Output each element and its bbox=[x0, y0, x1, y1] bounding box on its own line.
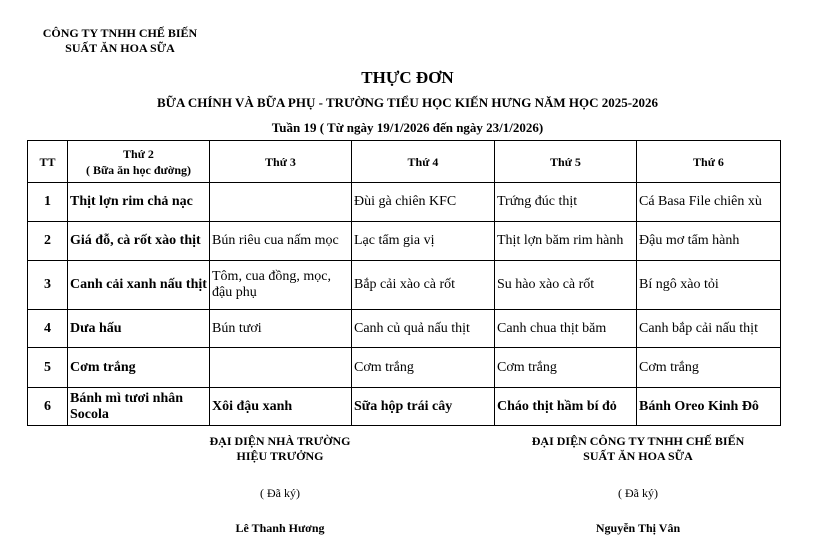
cell-monday: Canh cải xanh nấu thịt bbox=[68, 261, 210, 310]
header-monday-label: Thứ 2 bbox=[123, 146, 154, 161]
row-number: 4 bbox=[28, 310, 68, 348]
school-role-title: ĐẠI DIỆN NHÀ TRƯỜNG bbox=[209, 434, 351, 448]
cell-tuesday bbox=[210, 348, 352, 388]
company-signed-note: ( Đã ký) bbox=[618, 486, 658, 500]
cell-thursday: Thịt lợn băm rim hành bbox=[495, 222, 637, 261]
table-row bbox=[28, 388, 781, 426]
cell-wednesday: Đùi gà chiên KFC bbox=[352, 183, 495, 222]
cell-tuesday: Bún riêu cua nấm mọc bbox=[210, 222, 352, 261]
cell-monday: Dưa hấu bbox=[68, 310, 210, 348]
table-row bbox=[28, 348, 781, 388]
company-signer-name: Nguyễn Thị Vân bbox=[595, 521, 681, 535]
school-role-position: HIỆU TRƯỞNG bbox=[236, 449, 324, 463]
row-number: 6 bbox=[28, 388, 68, 426]
cell-tuesday bbox=[210, 183, 352, 222]
company-role-title: ĐẠI DIỆN CÔNG TY TNHH CHẾ BIẾN bbox=[531, 434, 745, 448]
cell-thursday: Trứng đúc thịt bbox=[495, 183, 637, 222]
cell-monday: Thịt lợn rim chả nạc bbox=[68, 183, 210, 222]
company-line-1: CÔNG TY TNHH CHẾ BIẾN bbox=[42, 26, 198, 40]
cell-friday: Bí ngô xào tỏi bbox=[637, 261, 781, 310]
cell-wednesday: Lạc tẩm gia vị bbox=[352, 222, 495, 261]
school-signature-block bbox=[180, 434, 380, 536]
cell-tuesday: Xôi đậu xanh bbox=[210, 388, 352, 426]
header-row bbox=[28, 141, 781, 183]
table-row bbox=[28, 310, 781, 348]
page-title: THỰC ĐƠN bbox=[361, 68, 454, 87]
header-monday-note: ( Bữa ăn học đường) bbox=[85, 162, 192, 177]
cell-friday: Đậu mơ tẩm hành bbox=[637, 222, 781, 261]
cell-thursday: Cháo thịt hầm bí đỏ bbox=[495, 388, 637, 426]
cell-friday: Bánh Oreo Kinh Đô bbox=[637, 388, 781, 426]
menu-table bbox=[27, 140, 781, 426]
school-signed-note: ( Đã ký) bbox=[260, 486, 300, 500]
row-number: 3 bbox=[28, 261, 68, 310]
cell-thursday: Cơm trắng bbox=[495, 348, 637, 388]
company-line-2: SUẤT ĂN HOA SỮA bbox=[65, 41, 175, 55]
cell-monday: Cơm trắng bbox=[68, 348, 210, 388]
header-wednesday: Thứ 4 bbox=[352, 141, 495, 183]
company-signature-block bbox=[500, 434, 776, 536]
header-friday: Thứ 6 bbox=[637, 141, 781, 183]
cell-tuesday: Bún tươi bbox=[210, 310, 352, 348]
school-signer-name: Lê Thanh Hương bbox=[235, 521, 325, 535]
row-number: 2 bbox=[28, 222, 68, 261]
cell-friday: Cá Basa File chiên xù bbox=[637, 183, 781, 222]
cell-wednesday: Sữa hộp trái cây bbox=[352, 388, 495, 426]
company-role-name: SUẤT ĂN HOA SỮA bbox=[583, 449, 693, 463]
header-tt: TT bbox=[28, 141, 68, 183]
header-monday bbox=[68, 141, 210, 183]
cell-thursday: Canh chua thịt băm bbox=[495, 310, 637, 348]
row-number: 1 bbox=[28, 183, 68, 222]
company-name bbox=[40, 26, 200, 56]
header-thursday: Thứ 5 bbox=[495, 141, 637, 183]
cell-wednesday: Bắp cải xào cà rốt bbox=[352, 261, 495, 310]
cell-wednesday: Canh củ quả nấu thịt bbox=[352, 310, 495, 348]
cell-friday: Canh bắp cải nấu thịt bbox=[637, 310, 781, 348]
page-subtitle: BỮA CHÍNH VÀ BỮA PHỤ - TRƯỜNG TIỂU HỌC KIẾN HƯNG NĂM HỌC 2025-2026 bbox=[156, 95, 659, 110]
week-range: Tuần 19 ( Từ ngày 19/1/2026 đến ngày 23/1/2026) bbox=[271, 120, 544, 135]
header-tuesday: Thứ 3 bbox=[210, 141, 352, 183]
cell-friday: Cơm trắng bbox=[637, 348, 781, 388]
cell-thursday: Su hào xào cà rốt bbox=[495, 261, 637, 310]
cell-monday: Giá đỗ, cà rốt xào thịt bbox=[68, 222, 210, 261]
cell-wednesday: Cơm trắng bbox=[352, 348, 495, 388]
table-row bbox=[28, 261, 781, 310]
cell-tuesday: Tôm, cua đồng, mọc, đậu phụ bbox=[210, 261, 352, 310]
table-row bbox=[28, 183, 781, 222]
table-row bbox=[28, 222, 781, 261]
cell-monday: Bánh mì tươi nhân Socola bbox=[68, 388, 210, 426]
row-number: 5 bbox=[28, 348, 68, 388]
